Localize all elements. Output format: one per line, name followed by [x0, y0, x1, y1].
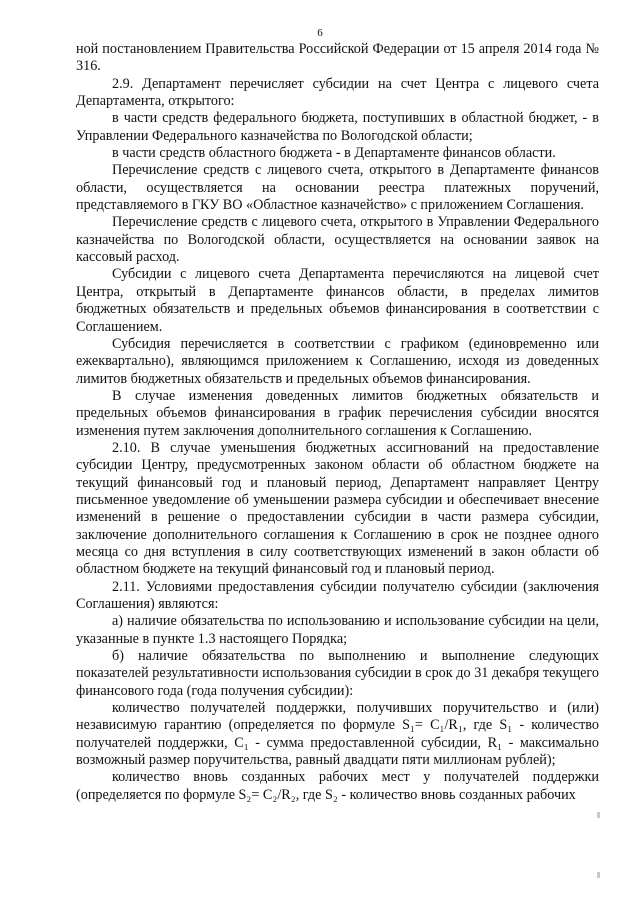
page-number: 6 [317, 27, 323, 39]
paragraph-2-10: 2.10. В случае уменьшения бюджетных ассигнований на предоставление субсидии Центру, предусмотренных законом области об областном бюджете на текущий финансовый год и плановый период, Департамент направляет Центру письменное уведомление об уменьшении размера субсидии и обеспечивает внесение изменений в решение о предоставлении субсидии в части размера субсидии, заключение дополнительного соглашения к Соглашению в срок не позднее одного месяца со дня вступления в силу соответствующих изменений в закон области об областном бюджете на текущий финансовый год и плановый период. [76, 439, 599, 578]
paragraph-regional-budget: в части средств областного бюджета - в Департаменте финансов области. [112, 145, 556, 162]
paragraph-condition-a: а) наличие обязательства по использованию и использование субсидии на цели, указанные в пункте 1.3 настоящего Порядка; [76, 613, 599, 647]
paragraph-transfer-finance-dept: Перечисление средств с лицевого счета, открытого в Департаменте финансов области, осуществляется на основании реестра платежных поручений, представляемого в ГКУ ВО «Областное казначейство» с приложением Соглашения. [76, 162, 599, 214]
paragraph-subsidy-account: Субсидии с лицевого счета Департамента перечисляются на лицевой счет Центра, открытый в Департаменте финансов области, в пределах лимитов бюджетных обязательств и предельных объемов финансирования в соответствии с Соглашением. [76, 266, 599, 335]
paragraph-continuation: ной постановлением Правительства Российской Федерации от 15 апреля 2014 года № 316. [76, 41, 599, 75]
paragraph-indicator-guarantees: количество получателей поддержки, получивших поручительство и (или) независимую гарантию (определяется по формуле S₁= C₁/R₁, где S₁ - количество получателей поддержки, C₁ - сумма предоставленной субсидии, R₁ - максимально возможный размер поручительства, равный двадцати пяти миллионам рублей); [76, 700, 599, 769]
paragraph-transfer-treasury: Перечисление средств с лицевого счета, открытого в Управлении Федерального казначейства по Вологодской области, осуществляется на основании заявок на кассовый расход. [76, 214, 599, 266]
paragraph-indicator-jobs: количество вновь созданных рабочих мест у получателей поддержки (определяется по формуле S₂= C₂/R₂, где S₂ - количество вновь созданных рабочих [76, 769, 599, 803]
paragraph-condition-b: б) наличие обязательства по выполнению и выполнение следующих показателей результативности использования субсидии в срок до 31 декабря текущего финансового года (года получения субсидии): [76, 648, 599, 699]
scan-mark [597, 872, 600, 878]
paragraph-federal-budget: в части средств федерального бюджета, поступивших в областной бюджет, - в Управлении Федерального казначейства по Вологодской области; [76, 110, 599, 144]
paragraph-schedule: Субсидия перечисляется в соответствии с графиком (единовременно или ежеквартально), являющимся приложением к Соглашению, исходя из доведенных лимитов бюджетных обязательств и предельных объемов финансирования. [76, 335, 599, 387]
document-body [76, 41, 599, 804]
paragraph-2-11: 2.11. Условиями предоставления субсидии получателю субсидии (заключения Соглашения) являются: [76, 578, 599, 612]
paragraph-limits-change: В случае изменения доведенных лимитов бюджетных обязательств и предельных объемов финансирования в график перечисления субсидии вносятся изменения путем заключения дополнительного соглашения к Соглашению. [76, 387, 599, 439]
paragraph-2-9: 2.9. Департамент перечисляет субсидии на счет Центра с лицевого счета Департамента, открытого: [76, 75, 599, 110]
scan-mark [597, 812, 600, 818]
